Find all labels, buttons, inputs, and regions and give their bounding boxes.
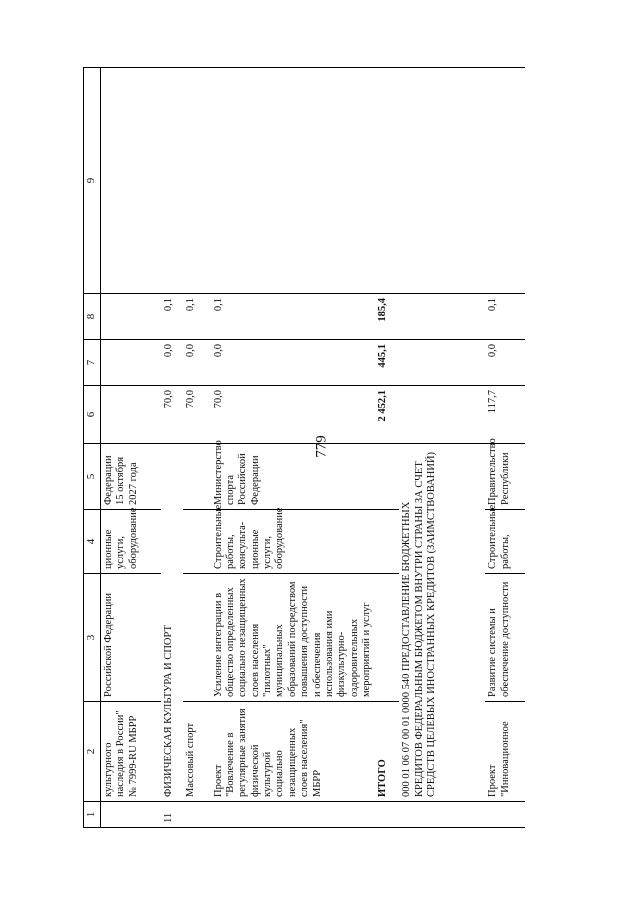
cell: Проект "Инновационное: [485, 702, 525, 802]
page-number: 779: [313, 435, 330, 458]
cell: 0,1: [183, 294, 211, 340]
column-header: 5: [84, 444, 101, 510]
cell: [183, 444, 211, 510]
cell: культурного наследия в России" № 7999-RU МБРР: [101, 702, 161, 802]
header-row: [84, 68, 101, 828]
cell: Проект "Вовлечение в регулярные занятия физической культурой социально незащищенных слоев населения" МБРР: [211, 702, 376, 802]
cell: [375, 510, 399, 574]
cell: Усиление интеграции в общество определенных социально незащищенных слоев населения "пилотных" муниципальных образований посредством повышения доступности и обеспечения использования ими физкультурно-оздоровительных мероприятий и услуг: [211, 574, 376, 702]
cell: Министерство спорта Российской Федерации: [211, 444, 376, 510]
column-header: 3: [84, 574, 101, 702]
cell: Строительные работы,: [485, 510, 525, 574]
cell: 70,0: [183, 386, 211, 444]
cell: [485, 802, 525, 828]
cell: [375, 802, 399, 828]
cell: [399, 802, 485, 828]
total-row: [375, 68, 399, 828]
cell: 0,1: [161, 294, 183, 340]
cell: 185,4: [375, 294, 399, 340]
cell: ционные услуги, оборудование: [101, 510, 161, 574]
cell: [375, 574, 399, 702]
section-title: ФИЗИЧЕСКАЯ КУЛЬТУРА И СПОРТ: [161, 444, 183, 802]
cell: 70,0: [211, 386, 376, 444]
cell: [211, 68, 376, 294]
table-row-section: [399, 68, 485, 828]
table-row: [101, 68, 161, 828]
column-header: 8: [84, 294, 101, 340]
cell: 0,1: [211, 294, 376, 340]
cell: 0,0: [485, 340, 525, 386]
cell: Развитие системы и обеспечение доступности: [485, 574, 525, 702]
cell: 11: [161, 802, 183, 828]
total-label: ИТОГО: [375, 702, 399, 802]
cell: 70,0: [161, 386, 183, 444]
cell: 0,1: [485, 294, 525, 340]
table-row: [183, 68, 211, 828]
cell: [399, 340, 485, 386]
table-row: [485, 68, 525, 828]
cell: [399, 386, 485, 444]
cell: [183, 68, 211, 294]
column-header: 7: [84, 340, 101, 386]
cell: [485, 68, 525, 294]
cell: 445,1: [375, 340, 399, 386]
cell: Российской Федерации: [101, 574, 161, 702]
cell: [375, 68, 399, 294]
column-header: 2: [84, 702, 101, 802]
cell: [183, 574, 211, 702]
cell: [161, 68, 183, 294]
budget-table: [83, 67, 525, 828]
column-header: 6: [84, 386, 101, 444]
cell: Строительные работы, консульта-ционные услуги, оборудование: [211, 510, 376, 574]
column-header: 4: [84, 510, 101, 574]
cell: 0,0: [161, 340, 183, 386]
cell: [399, 68, 485, 294]
cell: Правительство Республики: [485, 444, 525, 510]
cell: [183, 510, 211, 574]
cell: [101, 340, 161, 386]
cell: 0,0: [183, 340, 211, 386]
section-code-title: 000 01 06 07 00 01 0000 540 ПРЕДОСТАВЛЕНИЕ БЮДЖЕТНЫХ КРЕДИТОВ ФЕДЕРАЛЬНЫМ БЮДЖЕТОМ ВНУТРИ СТРАНЫ ЗА СЧЕТ СРЕДСТВ ЦЕЛЕВЫХ ИНОСТРАННЫХ КРЕДИТОВ (ЗАИМСТВОВАНИЙ): [399, 444, 485, 802]
cell: [101, 294, 161, 340]
table-row-section: [161, 68, 183, 828]
cell: 2 452,1: [375, 386, 399, 444]
cell: [399, 294, 485, 340]
cell: [101, 802, 161, 828]
cell: Массовый спорт: [183, 702, 211, 802]
column-header: 1: [84, 802, 101, 828]
cell: 117,7: [485, 386, 525, 444]
cell: [183, 802, 211, 828]
cell: [211, 802, 376, 828]
rotated-table-container: [83, 68, 573, 828]
cell: [101, 68, 161, 294]
cell: [101, 386, 161, 444]
column-header: 9: [84, 68, 101, 294]
table-row: [211, 68, 376, 828]
cell: 0,0: [211, 340, 376, 386]
cell: [375, 444, 399, 510]
cell: Федерации 15 октября 2027 года: [101, 444, 161, 510]
